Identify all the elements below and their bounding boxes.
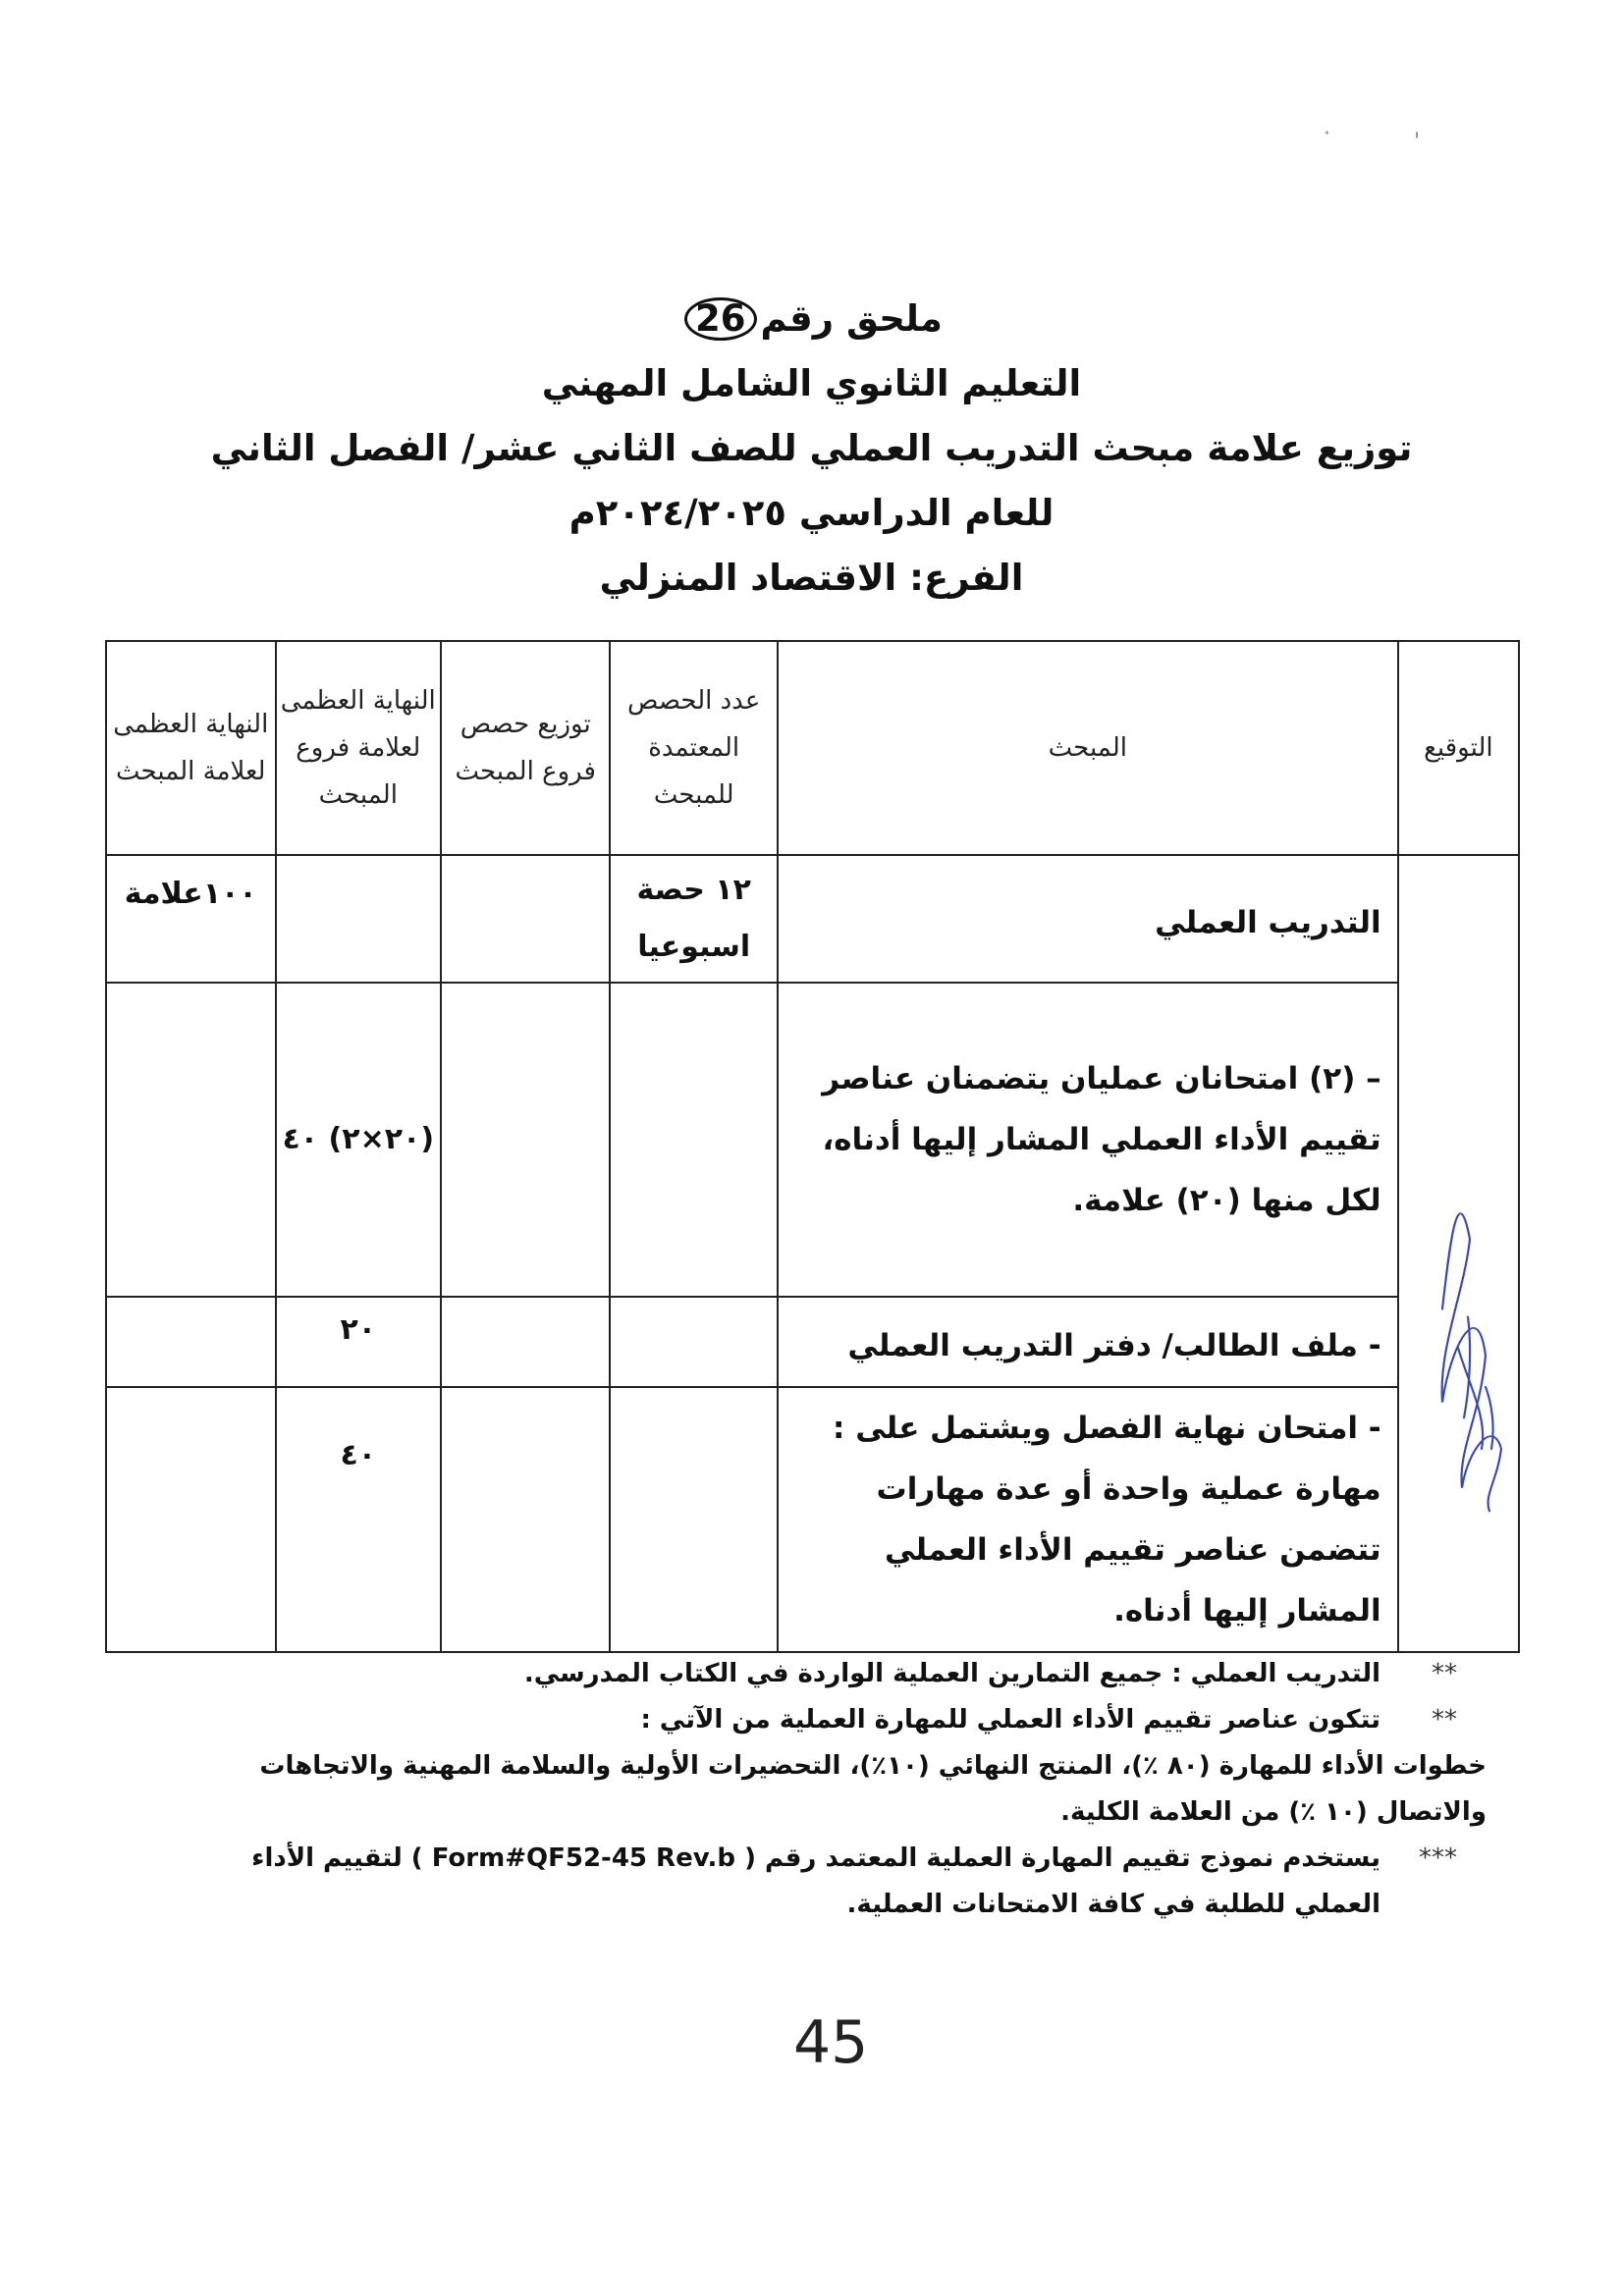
header-periods: عدد الحصص المعتمدة للمبحث <box>610 641 777 855</box>
footnote <box>177 1651 1457 1697</box>
document-header <box>196 287 1427 611</box>
footnote-text: التدريب العملي : جميع التمارين العملية الواردة في الكتاب المدرسي. <box>523 1659 1380 1688</box>
subject-max-cell <box>106 1387 276 1652</box>
distribution-cell <box>441 983 610 1297</box>
distribution-cell <box>441 1387 610 1652</box>
table-row <box>106 983 1519 1297</box>
footnote-text: تتكون عناصر تقييم الأداء العملي للمهارة العملية من الآتي : <box>640 1705 1380 1735</box>
footnote <box>177 1697 1457 1743</box>
branch-max-cell: ٤٠ <box>276 1387 441 1652</box>
table-row <box>106 1387 1519 1652</box>
handwritten-signature <box>1399 983 1520 1651</box>
academic-year: للعام الدراسي ٢٠٢٤/٢٠٢٥م <box>568 492 1055 534</box>
table-row <box>106 1297 1519 1387</box>
page-number: 45 <box>793 2008 869 2077</box>
subject-cell: - ملف الطالب/ دفتر التدريب العملي <box>778 1297 1398 1387</box>
subject-max-cell <box>106 983 276 1297</box>
footnotes <box>177 1651 1487 1928</box>
distribution-title: توزيع علامة مبحث التدريب العملي للصف الثاني عشر/ الفصل الثاني <box>210 427 1413 469</box>
subject-max-cell: ١٠٠علامة <box>106 855 276 983</box>
subject-cell: التدريب العملي <box>778 855 1398 983</box>
signature-cell <box>1398 983 1519 1652</box>
header-signature: التوقيع <box>1398 641 1519 855</box>
header-subject-max: النهاية العظمى لعلامة المبحث <box>106 641 276 855</box>
footnote-marker: ** <box>1432 1659 1457 1688</box>
header-subject: المبحث <box>778 641 1398 855</box>
periods-cell <box>610 983 777 1297</box>
annex-label: ملحق رقم <box>760 297 943 340</box>
signature-cell <box>1398 855 1519 983</box>
branch-max-cell <box>276 855 441 983</box>
footnote-text: خطوات الأداء للمهارة (٨٠ ٪)، المنتج النهائي (١٠٪)، التحضيرات الأولية والسلامة المهنية والاتجاهات والاتصال (١٠ ٪) من العلامة الكلية. <box>259 1751 1487 1827</box>
footnote <box>177 1836 1457 1928</box>
program-title: التعليم الثانوي الشامل المهني <box>541 362 1082 404</box>
periods-cell <box>610 1297 777 1387</box>
subject-cell: – (٢) امتحانان عمليان يتضمنان عناصر تقييم الأداء العملي المشار إليها أدناه، لكل منها (٢٠) علامة. <box>778 983 1398 1297</box>
distribution-cell <box>441 1297 610 1387</box>
footnote-text: يستخدم نموذج تقييم المهارة العملية المعتمد رقم ( Form#QF52-45 Rev.b ) لتقييم الأداء العملي للطلبة في كافة الامتحانات العملية. <box>251 1843 1380 1919</box>
annex-title <box>196 287 1427 351</box>
distribution-cell <box>441 855 610 983</box>
scan-speck: ' <box>1414 130 1421 154</box>
periods-cell: ١٢ حصة اسبوعيا <box>610 855 777 983</box>
table-header-row <box>106 641 1519 855</box>
header-branch-max: النهاية العظمى لعلامة فروع المبحث <box>276 641 441 855</box>
branch-max-cell: (٢٠×٢) ٤٠ <box>276 983 441 1297</box>
branch-title: الفرع: الاقتصاد المنزلي <box>599 557 1024 599</box>
subject-cell: - امتحان نهاية الفصل ويشتمل على : مهارة عملية واحدة أو عدة مهارات تتضمن عناصر تقييم الأداء العملي المشار إليها أدناه. <box>778 1387 1398 1652</box>
marks-distribution-table <box>105 640 1520 1653</box>
scan-speck: · <box>1324 122 1330 146</box>
footnote-marker: ** <box>1432 1705 1457 1735</box>
periods-cell <box>610 1387 777 1652</box>
footnote <box>177 1743 1487 1836</box>
branch-max-cell: ٢٠ <box>276 1297 441 1387</box>
header-distribution: توزيع حصص فروع المبحث <box>441 641 610 855</box>
annex-number: 26 <box>684 297 757 341</box>
table-row <box>106 855 1519 983</box>
footnote-marker: *** <box>1419 1843 1457 1873</box>
subject-max-cell <box>106 1297 276 1387</box>
